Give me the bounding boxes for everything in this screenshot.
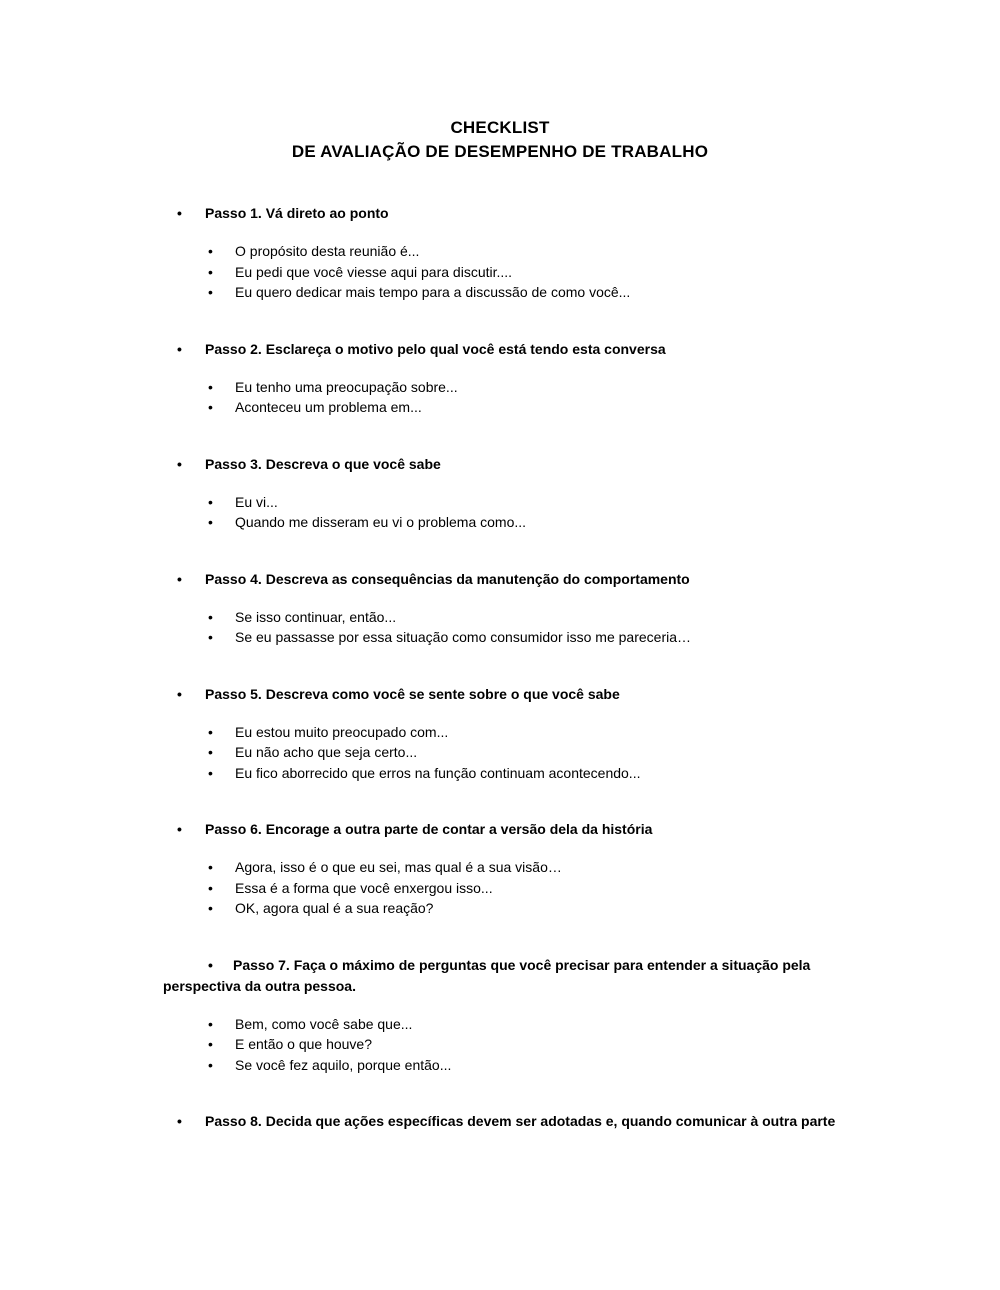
step-section-4: [163, 569, 883, 648]
sub-item: [163, 241, 883, 262]
step-heading-text: Passo 5. Descreva como você se sente sobre o que você sabe: [205, 685, 620, 702]
step-heading-text: Passo 1. Vá direto ao ponto: [205, 205, 389, 221]
sub-item: [163, 262, 883, 283]
sub-item-text: Agora, isso é o que eu sei, mas qual é a sua visão…: [235, 859, 562, 875]
bullet-icon: •: [177, 821, 182, 837]
bullet-icon: •: [208, 900, 213, 916]
sub-item: [163, 763, 883, 784]
step-section-8: [163, 1111, 883, 1132]
sub-item: [163, 857, 883, 878]
bullet-icon: •: [208, 399, 213, 415]
sub-item: [163, 1034, 883, 1055]
step-heading-text: Passo 4. Descreva as consequências da manutenção do comportamento: [205, 570, 690, 587]
sub-item-list: [163, 492, 883, 533]
bullet-icon: •: [208, 378, 213, 395]
step-section-2: [163, 339, 883, 418]
step-section-6: [163, 819, 883, 919]
bullet-icon: •: [177, 1113, 182, 1129]
step-section-3: [163, 454, 883, 533]
sub-item-list: [163, 377, 883, 418]
sub-item-text: Eu quero dedicar mais tempo para a discussão de como você...: [235, 284, 631, 300]
bullet-icon: •: [208, 723, 213, 740]
sub-item: [163, 1014, 883, 1035]
bullet-icon: •: [208, 608, 213, 625]
bullet-icon: •: [208, 1056, 213, 1073]
sub-item: [163, 282, 883, 303]
sub-item: [163, 742, 883, 763]
sub-item-text: Eu fico aborrecido que erros na função continuam acontecendo...: [235, 764, 641, 781]
sub-item-list: [163, 241, 883, 303]
bullet-icon: •: [177, 685, 182, 702]
sub-item: [163, 377, 883, 398]
step-section-7: [163, 955, 883, 1076]
bullet-icon: •: [208, 493, 213, 510]
checklist-steps: [163, 203, 883, 1132]
bullet-icon: •: [177, 205, 182, 221]
sub-item-text: Aconteceu um problema em...: [235, 399, 422, 415]
sub-item: [163, 607, 883, 628]
sub-item-text: Eu vi...: [235, 493, 278, 510]
title-line-2: DE AVALIAÇÃO DE DESEMPENHO DE TRABALHO: [291, 142, 709, 161]
sub-item: [163, 397, 883, 418]
step-heading-text: Passo 7. Faça o máximo de perguntas que você precisar para entender a situação pela perspectiva da outra pessoa.: [163, 956, 811, 994]
step-section-1: [163, 203, 883, 303]
title-line-1: CHECKLIST: [450, 118, 550, 137]
sub-item-list: [163, 607, 883, 648]
bullet-icon: •: [208, 243, 213, 259]
bullet-icon: •: [177, 340, 182, 357]
step-heading-text: Passo 3. Descreva o que você sabe: [205, 455, 441, 472]
step-heading-text: Passo 2. Esclareça o motivo pelo qual você está tendo esta conversa: [205, 340, 666, 357]
sub-item-text: Se você fez aquilo, porque então...: [235, 1056, 452, 1073]
bullet-icon: •: [208, 879, 213, 896]
bullet-icon: •: [208, 744, 213, 760]
bullet-icon: •: [208, 764, 213, 781]
sub-item-text: Eu tenho uma preocupação sobre...: [235, 378, 458, 395]
step-heading: [163, 955, 883, 997]
sub-item-text: Se isso continuar, então...: [235, 608, 397, 625]
step-heading-text: Passo 6. Encorage a outra parte de contar a versão dela da história: [205, 821, 653, 837]
document-title: [0, 116, 1000, 164]
step-section-5: [163, 684, 883, 784]
sub-item: [163, 898, 883, 919]
bullet-icon: •: [208, 514, 213, 530]
step-heading: [163, 203, 883, 224]
step-heading: [163, 454, 883, 475]
sub-item-text: OK, agora qual é a sua reação?: [235, 900, 434, 916]
sub-item: [163, 722, 883, 743]
sub-item: [163, 878, 883, 899]
bullet-icon: •: [208, 1015, 213, 1032]
bullet-icon: •: [208, 263, 213, 280]
sub-item-list: [163, 722, 883, 784]
sub-item-text: Quando me disseram eu vi o problema como...: [235, 514, 527, 530]
step-heading: [163, 569, 883, 590]
sub-item-text: Essa é a forma que você enxergou isso...: [235, 879, 493, 896]
bullet-icon: •: [208, 1036, 213, 1052]
sub-item-text: E então o que houve?: [235, 1036, 373, 1052]
bullet-icon: •: [208, 956, 213, 973]
bullet-icon: •: [208, 629, 213, 645]
bullet-icon: •: [208, 859, 213, 875]
sub-item-text: Eu não acho que seja certo...: [235, 744, 418, 760]
step-heading: [163, 1111, 883, 1132]
sub-item: [163, 512, 883, 533]
sub-item-text: Bem, como você sabe que...: [235, 1015, 413, 1032]
sub-item-list: [163, 1014, 883, 1076]
step-heading-text: Passo 8. Decida que ações específicas devem ser adotadas e, quando comunicar à outra parte: [205, 1113, 836, 1129]
bullet-icon: •: [177, 455, 182, 472]
bullet-icon: •: [177, 570, 182, 587]
sub-item-text: Eu estou muito preocupado com...: [235, 723, 449, 740]
sub-item-text: O propósito desta reunião é...: [235, 243, 420, 259]
sub-item: [163, 1055, 883, 1076]
sub-item-text: Eu pedi que você viesse aqui para discutir....: [235, 263, 513, 280]
sub-item: [163, 492, 883, 513]
sub-item-list: [163, 857, 883, 919]
step-heading: [163, 684, 883, 705]
sub-item: [163, 627, 883, 648]
step-heading: [163, 819, 883, 840]
step-heading: [163, 339, 883, 360]
sub-item-text: Se eu passasse por essa situação como consumidor isso me pareceria…: [235, 629, 691, 645]
bullet-icon: •: [208, 284, 213, 300]
